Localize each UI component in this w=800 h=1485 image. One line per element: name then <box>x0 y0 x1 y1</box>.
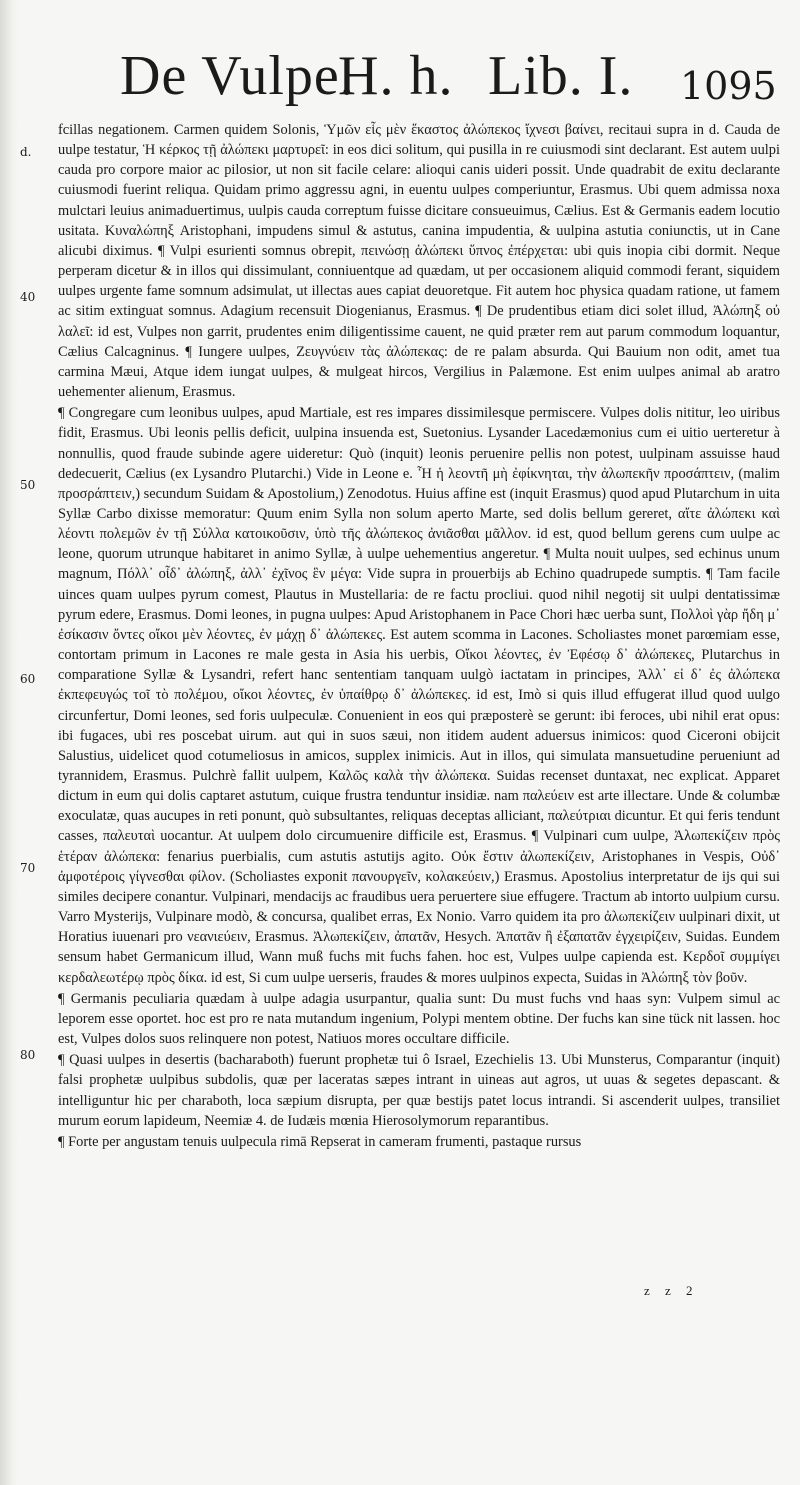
paragraph: ¶ Quasi uulpes in desertis (bacharaboth) fuerunt prophetæ tui ô Israel, Ezechielis 13. Ubi Munsterus, Comparantur (inquit) falsi prophetæ uulpibus subdolis, quæ per laceratas sæpes intrant in uineas aut agros, ut uuas & segetes depascant. & intelliguntur hic per charaboth, loca sæpium disrupta, per quæ bestijs patet locus intrandi. Si ascenderit uulpes, transiliet murum eorum lapideum, Neemiæ 4. de Iudæis mœnia Hierosolymorum reparantibus. <box>58 1052 780 1129</box>
signature-mark: z z 2 <box>644 1283 699 1298</box>
margin-note: 60 <box>20 672 36 686</box>
header-title-right: Lib. I. <box>488 45 634 107</box>
header-title-mid: H. h. <box>338 45 454 107</box>
paragraph: ¶ Congregare cum leonibus uulpes, apud Martiale, est res impares dissimilesque permiscere. Vulpes dolis nititur, leo uiribus fidit, Erasmus. Ubi leonis pellis deficit, uulpina insuenda est, Suetonius. Lysander Lacedæmonius cum ei uitio uerteretur à nonnullis, quod fraude subinde agere uideretur: Quò (inquit) leonis peruenire pellis non potest, uulpinam assuisse haud dedecuerit, Cælius (ex Lysandro Plutarchi.) Vide in Leone e. Ἧ ἡ λεοντῆ μὴ ἐφίκνηται, τὴν ἀλωπεκῆν προσάπτειν, (malim προσράπτειν,) secundum Suidam & Apostolium,) Zenodotus. Huius affine est (inquit Erasmus) quod apud Plutarchum in uita Syllæ Carbo dixisse memoratur: Quum enim Sylla non solum aperto Marte, sed dolis bellum gereret, αἴτε ἀλώπεκι καὶ λέοντι πολεμῶν ἐν τῇ Σύλλα κατοικοῦσιν, ὑπὸ τῆς ἀλώπεκος ἀνιᾶσθαι μᾶλλον. id est, quod bellum gerens cum uulpe ac leone, quorum utrunque habitaret in animo Syllæ, à uulpe uehementius angeretur. ¶ Multa nouit uulpes, sed echinus unum magnum, Πόλλ᾽ οἶδ᾽ ἀλώπηξ, ἀλλ᾽ ἐχῖνος ἓν μέγα: Vide supra in prouerbijs ab Echino quadrupede sumptis. ¶ Tam facile uinces quam uulpes pyrum comest, Plautus in Mustellaria: de re factu procliui. quod nihil negotij sit uulpi dentatissimæ pyrum edere, Erasmus. Domi leones, in pugna uulpes: Apud Aristophanem in Pace Chori hæc uerba sunt, Πολλοὶ γὰρ ἤδη μ᾽ ἐσίκασιν ὄντες οἴκοι μὲν λέοντες, ἐν μάχῃ δ᾽ ἀλώπεκες. Est autem scomma in Lacones. Scholiastes monet parœmiam esse, contortam primum in Lacones re male gesta in Asia his uerbis, Οἴκοι λέοντες, ἐν Ἐφέσῳ δ᾽ ἀλώπεκες, Plutarchus in comparatione Syllæ & Lysandri, refert hanc sententiam tanquam uulgò iactatam in principes, Ἀλλ᾽ εἰ δ᾽ ἐς ἀλώπεκα ἐκπεφευγώς τοῖ τὸ πολέμου, οἴκοι λέοντες, ἐν ὑπαίθρῳ δ᾽ ἀλώπεκες. id est, Imò si quis illud effugerat illud quod uulgo circunfertur, Domi leones, sed foris uulpeculæ. Conuenient in eos qui præposterè se gerunt: ibi feroces, ubi nihil erat opus: ibi fugaces, ubi res poscebat uirum. aut qui in suos sæui, non itidem audent aduersus inimicos: quod Ciceroni obijcit Salustius, uidelicet quod cotumeliosus in amicos, supplex inimicis. Aut in illos, qui simulata mansuetudine perueniunt ad tyrannidem, Erasmus. Pulchrè fallit uulpem, Καλῶς καλὰ τὴν ἀλώπεκα. Suidas recenset duntaxat, nec explicat. Apparet dictum in eum qui dolis captaret astutum, cuique frustra tenduntur insidiæ. nam παλεύειν est arte illectare. Unde & columbæ exoculatæ, quas aucupes in reti ponunt, quò subsultantes, reliquas deceptas alliciant, παλεύτριαι dicuntur. Et qui feris tendunt casses, παλευταὶ uocantur. At uulpem dolo circumuenire difficile est, Erasmus. ¶ Vulpinari cum uulpe, Ἀλωπεκίζειν πρὸς ἑτέραν ἀλώπεκα: fenarius puerbialis, cum astutis astutijs agito. Οὐκ ἔστιν ἀλωπεκίζειν, Aristophanes in Vespis, Οὐδ᾽ ἀμφοτέροις γίγνεσθαι φίλον. (Scholiastes exponit πανουργεῖν, κολακεύειν,) Erasmus. Apostolius interpretatur de ijs qui sui similes decipere conantur. Vulpinari, mendacijs ac fraudibus uera peruertere siue effugere. Tractum ab intorto uulpium cursu. Varro Mysterijs, Vulpinare modò, & concursa, qualibet erras, Ex Nonio. Varro quidem ita pro ἀλωπεκίζειν uulpinari dixit, ut Horatius iuuenari pro νεανιεύειν, Erasmus. Ἀλωπεκίζειν, ἀπατᾶν, Hesych. Ἀπατᾶν ἢ ἐξαπατᾶν ἐγχειρίζειν, Suidas. Eundem sensum habet Germanicum illud, Wann muß fuchs mit fuchs fahen. hoc est, Vulpes uulpe capienda est. Κερδοῖ συμμίγει κερδαλεωτέρῳ πρὸς δίκα. id est, Si cum uulpe uerseris, fraudes & mores uulpinos expecta, Suidas in Ἀλώπηξ τὸν βοῦν. <box>58 405 780 986</box>
paragraph: fcillas negationem. Carmen quidem Solonis, Ὑμῶν εἷς μὲν ἕκαστος ἀλώπεκος ἴχνεσι βαίνει, recitaui supra in d. Cauda de uulpe testatur, Ἡ κέρκος τῇ ἀλώπεκι μαρτυρεῖ: in eos dici solitum, qui pusilla in re cuiusmodi sint declarant. Est autem uulpi cauda pro corpore maior ac pilosior, ut non sit facile celare: alioqui canis uideri possit. Unde quadrabit de exitu declarante cuiusmodi fuerint reliqua. Quidam primo aggressu agni, in euentu uulpes comperiuntur, Erasmus. Ubi quem admissa noxa mulctari leuius animaduertimus, uulpis cauda correptum fuisse dicitare consueuimus, Cælius. Est & Germanis eadem locutio usitata. Κυναλώπηξ Aristophani, impudens simul & astutus, canina impudentia, & uulpina astutia coniunctis, ut in Cane alicubi diximus. ¶ Vulpi esurienti somnus obrepit, πεινώσῃ ἀλώπεκι ὕπνος ἐπέρχεται: ubi quis inopia cibi dormit. Neque perperam dicetur & in illos qui dissimulant, conniuentque ad quædam, ut per occasionem aliquid commodi ferant, siquidem uulpes urgente fame somnum adsimulat, ut illectas aues capiat deuoretque. Fit autem hoc physica quadam ratione, ut famem ac sitim extinguat somnus. Adagium recensuit Diogenianus, Erasmus. ¶ De prudentibus etiam dici solet illud, Ἀλώπηξ οὐ λαλεῖ: id est, Vulpes non garrit, prudentes enim diligentissime cauent, ne quid præter rem aut parum commodum loquantur, Cælius Calcagninus. ¶ Iungere uulpes, Ζευγνύειν τὰς ἀλώπεκας: de re palam absurda. Qui Bauium non odit, amet tua carmina Mæui, Atque idem iungat uulpes, & mulgeat hircos, Vergilius in Palæmone. Est enim uulpes animal ab aratro uehementer alienum, Erasmus. <box>58 122 780 401</box>
running-header <box>120 45 780 118</box>
margin-note: 40 <box>20 290 36 304</box>
margin-note: 50 <box>20 478 36 492</box>
body-text <box>58 120 780 1153</box>
margin-note: 80 <box>20 1048 36 1062</box>
header-title-left: De Vulpe. <box>120 45 355 107</box>
margin-notes <box>20 0 48 1485</box>
page-number: 1095 <box>680 64 777 108</box>
page-gutter-shadow <box>0 0 18 1485</box>
margin-note: 70 <box>20 861 36 875</box>
paragraph: ¶ Forte per angustam tenuis uulpecula rimā Repserat in cameram frumenti, pastaque rursus <box>58 1133 582 1150</box>
paragraph: ¶ Germanis peculiaria quædam à uulpe adagia usurpantur, qualia sunt: Du must fuchs vnd haas syn: Vulpem simul ac leporem esse oportet. hoc est pro re nata mutandum ingenium, Polypi mentem obtine. Der fuchs kan sine tück nit lassen. hoc est, Vulpes dolos suos relinquere non potest, Natiuos mores occultare difficile. <box>58 990 780 1048</box>
margin-note: d. <box>20 145 32 159</box>
